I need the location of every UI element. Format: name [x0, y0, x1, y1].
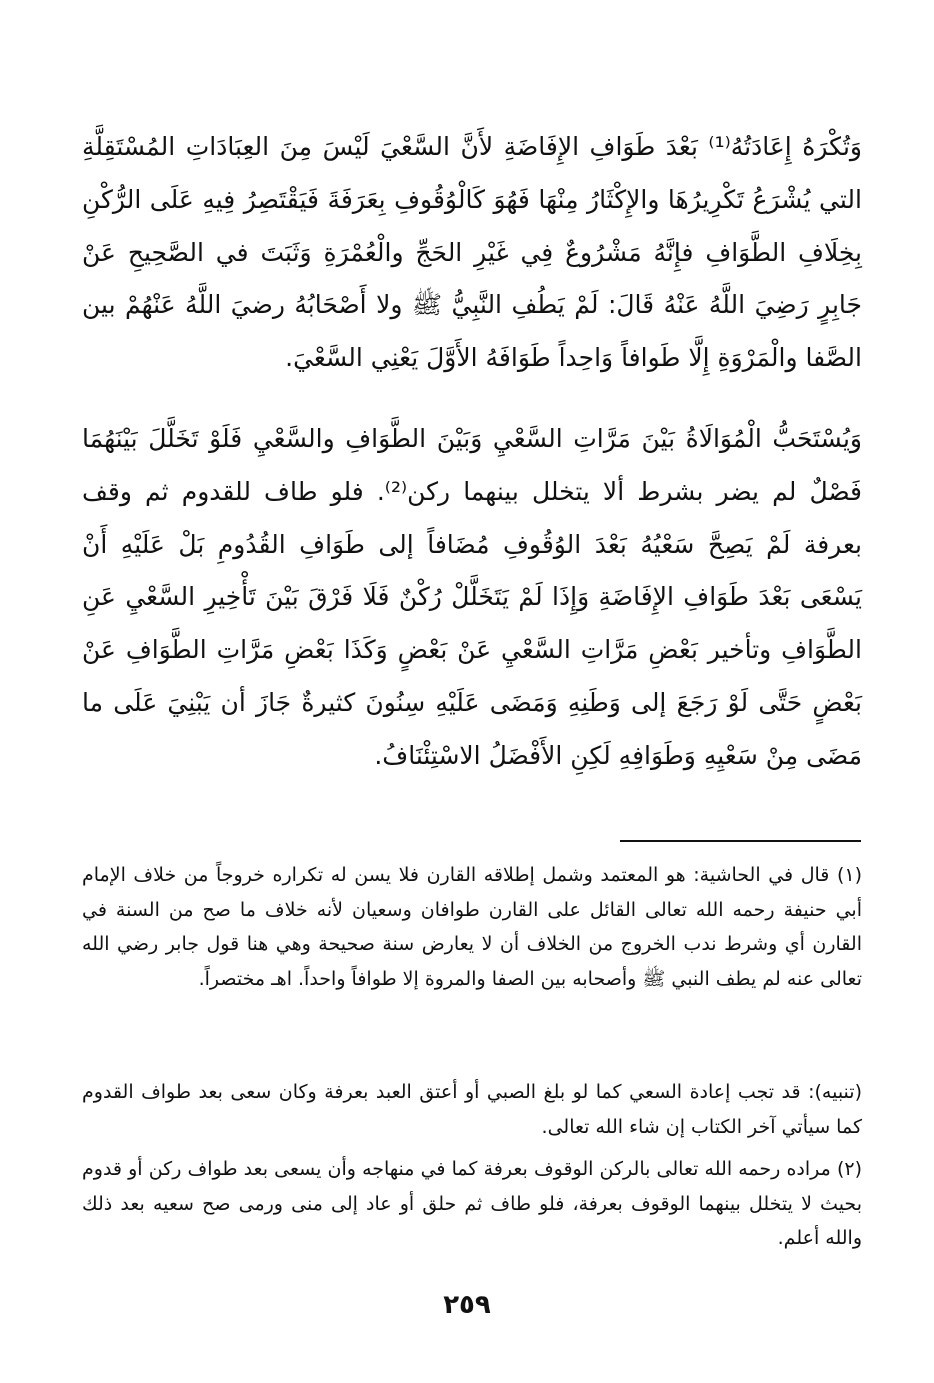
footnote-1: (١) قال في الحاشية: هو المعتمد وشمل إطلاقه القارن فلا يسن له تكراره خروجاً من خلاف الإمام أبي حنيفة رحمه الله تعالى القائل على القارن طوافان وسعيان لأنه خلاف ما صح من السنة في القارن أي وشرط ندب الخروج من الخلاف أن لا يعارض سنة صحيحة وهي هنا قول جابر رضي الله تعالى عنه لم يطف النبي ﷺ وأصحابه بين الصفا والمروة إلا طوافاً واحداً. اهـ مختصراً.: [82, 864, 862, 990]
footnote-separator: [620, 840, 861, 842]
footnote-2: (٢) مراده رحمه الله تعالى بالركن الوقوف بعرفة كما في منهاجه وأن يسعى بعد طواف ركن أو قدوم بحيث لا يتخلل بينهما الوقوف بعرفة، فلو طاف ثم حلق أو عاد إلى منى ورمى صح سعيه بعد ذلك والله أعلم.: [82, 1158, 862, 1249]
footnote-note: (تنبيه): قد تجب إعادة السعي كما لو بلغ الصبي أو أعتق العبد بعرفة وكان سعى بعد طواف القدوم كما سيأتي آخر الكتاب إن شاء الله تعالى.: [82, 1081, 862, 1138]
main-paragraph-2: وَيُسْتَحَبُّ الْمُوَالَاةُ بَيْنَ مَرَّاتِ السَّعْيِ وَبَيْنَ الطَّوَافِ والسَّعْيِ فَلَوْ تَخَلَّلَ بَيْنَهُمَا فَصْلٌ لم يضر بشرط ألا يتخلل بينهما ركن⁽²⁾. فلو طاف للقدوم ثم وقف بعرفة لَمْ يَصِحَّ سَعْيُهُ بَعْدَ الوُقُوفِ مُضَافاً إلى طَوَافِ القُدُومِ بَلْ عَلَيْهِ أَنْ يَسْعَى بَعْدَ طَوَافِ الإِفَاضَةِ وَإِذَا لَمْ يَتَخَلَّلْ رُكْنٌ فَلَا فَرْقَ بَيْنَ تَأْخِيرِ السَّعْيِ عَنِ الطَّوَافِ وتأخير بَعْضِ مَرَّاتِ السَّعْيِ عَنْ بَعْضٍ وَكَذَا بَعْضِ مَرَّاتِ الطَّوَافِ عَنْ بَعْضٍ حَتَّى لَوْ رَجَعَ إلى وَطَنِهِ وَمَضَى عَلَيْهِ سِنُونَ كثيرةٌ جَازَ أن يَبْنِيَ عَلَى ما مَضَى مِنْ سَعْيِهِ وَطَوَافِهِ لَكِنِ الأَفْضَلُ الاسْتِئْنَافُ.: [82, 424, 863, 770]
page-number: ٢٥٩: [443, 1290, 491, 1320]
footnotes-section: [82, 858, 862, 1256]
main-paragraph-1: وَتُكْرَهُ إِعَادَتُهُ⁽¹⁾ بَعْدَ طَوَافِ الإِفَاضَةِ لأَنَّ السَّعْيَ لَيْسَ مِنَ العِبَادَاتِ المُسْتَقِلَّةِ التي يُشْرَعُ تَكْرِيرُهَا والإِكْثَارُ مِنْهَا فَهُوَ كَالْوُقُوفِ بِعَرَفَةَ فَيَقْتَصِرُ فِيهِ عَلَى الرُّكْنِ بِخِلَافِ الطَّوَافِ فإِنَّهُ مَشْرُوعٌ فِي غَيْرِ الحَجِّ والْعُمْرَةِ وَثَبَتَ في الصَّحِيحِ عَنْ جَابِرٍ رَضِيَ اللَّهُ عَنْهُ قَالَ: لَمْ يَطُفِ النَّبِيُّ ﷺ ولا أَصْحَابُهُ رضيَ اللَّهُ عَنْهُمْ بين الصَّفا والْمَرْوَةِ إِلَّا طَوافاً وَاحِداً طَوَافَهُ الأَوَّلَ يَعْنِي السَّعْيَ.: [82, 132, 862, 373]
